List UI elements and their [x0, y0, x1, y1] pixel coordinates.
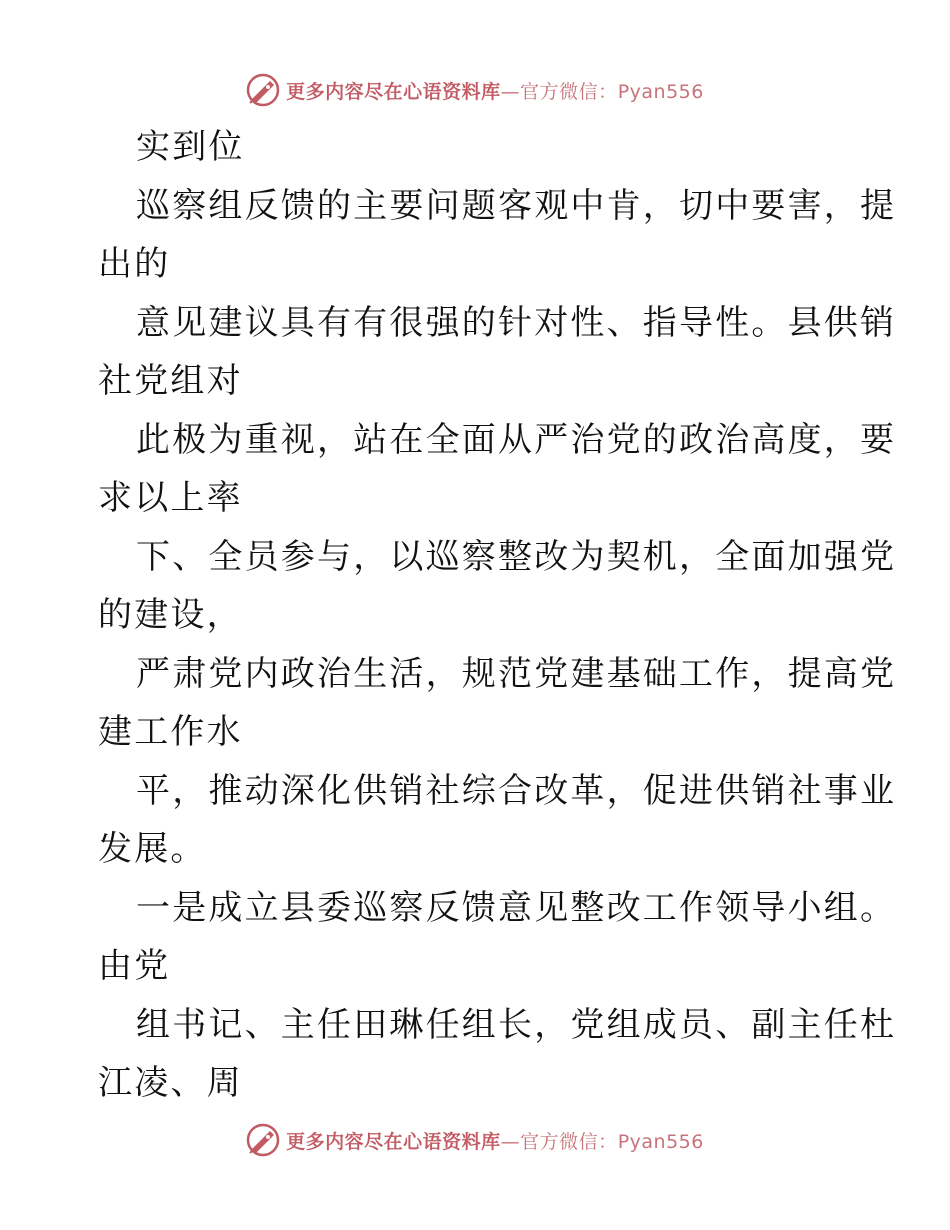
text-line: 一是成立县委巡察反馈意见整改工作领导小组。 — [136, 887, 897, 928]
text-line: 发展。 — [98, 829, 207, 869]
pen-nib-logo-icon — [246, 1123, 280, 1157]
header-watermark-banner — [0, 70, 950, 110]
text-line: 实到位 — [136, 127, 245, 167]
text-line: 平，推动深化供销社综合改革，促进供销社事业 — [136, 770, 897, 811]
document-body — [98, 118, 897, 1113]
watermark-text — [286, 1127, 704, 1154]
text-line: 出的 — [98, 244, 171, 284]
watermark-wechat-id: Pyan556 — [617, 80, 704, 103]
watermark-site-name: 更多内容尽在心语资料库 — [286, 1130, 501, 1153]
text-line: 严肃党内政治生活，规范党建基础工作，提高党 — [136, 653, 897, 694]
text-line: 巡察组反馈的主要问题客观中肯，切中要害，提 — [136, 185, 897, 226]
text-line: 由党 — [98, 946, 171, 986]
text-line: 江凌、周 — [98, 1063, 243, 1103]
watermark-site-name: 更多内容尽在心语资料库 — [286, 80, 501, 103]
text-line: 建工作水 — [98, 712, 243, 752]
pen-nib-logo-icon — [246, 73, 280, 107]
footer-watermark-banner — [0, 1120, 950, 1160]
text-line: 意见建议具有有很强的针对性、指导性。县供销 — [136, 302, 897, 343]
text-line: 组书记、主任田琳任组长，党组成员、副主任杜 — [136, 1004, 897, 1045]
text-line: 此极为重视，站在全面从严治党的政治高度，要 — [136, 419, 897, 460]
watermark-text — [286, 77, 704, 104]
watermark-wechat-label: —官方微信： — [500, 80, 618, 103]
text-line: 的建设， — [98, 595, 243, 635]
watermark-wechat-id: Pyan556 — [617, 1130, 704, 1153]
watermark-wechat-label: —官方微信： — [500, 1130, 618, 1153]
text-line: 下、全员参与，以巡察整改为契机，全面加强党 — [136, 536, 897, 577]
text-line: 求以上率 — [98, 478, 243, 518]
text-line: 社党组对 — [98, 361, 243, 401]
